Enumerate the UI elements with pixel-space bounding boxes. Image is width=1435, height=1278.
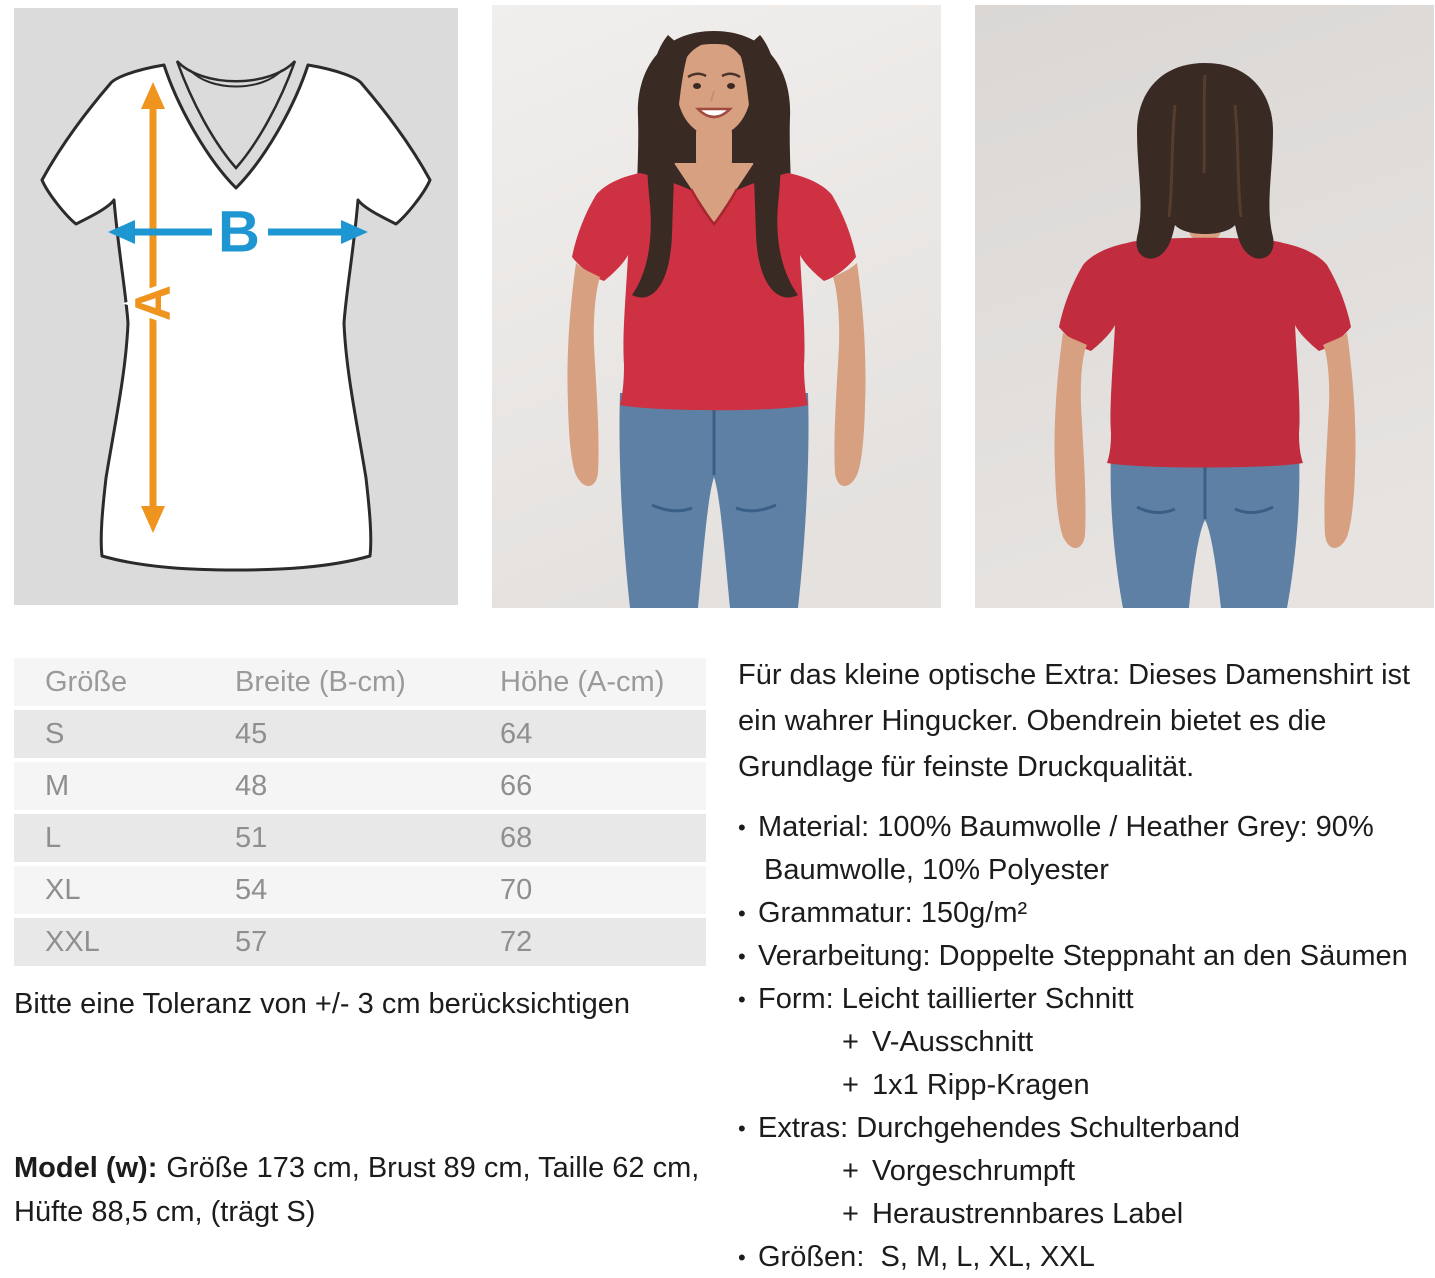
size-cell: 68 [469,814,706,862]
model-info-text: Größe 173 cm, Brust 89 cm, Taille 62 cm, [166,1152,700,1184]
plus-icon: + [842,1198,859,1230]
size-cell: L [14,814,204,862]
bullet-icon: • [738,1245,746,1270]
bullet-icon: • [738,987,746,1012]
description-intro [738,652,1418,790]
description-list [738,806,1418,1278]
plus-icon: + [842,1155,859,1187]
model-face [677,42,751,136]
list-item [738,935,1418,978]
bullet-icon: • [738,944,746,969]
list-item [738,892,1418,935]
list-line: Material: 100% Baumwolle / Heather Grey: 90% [758,811,1374,843]
intro-line: ein wahrer Hingucker. Obendrein bietet es die [738,705,1327,737]
size-cell: 45 [204,710,469,758]
list-item [738,1150,1418,1193]
size-cell: 54 [204,866,469,914]
size-cell: XL [14,866,204,914]
model-back-illustration [975,5,1434,608]
list-item [738,978,1418,1021]
list-line: Form: Leicht taillierter Schnitt [758,983,1134,1015]
column-header: Größe [14,658,204,706]
bullet-icon: • [738,815,746,840]
intro-line: Grundlage für feinste Druckqualität. [738,751,1195,783]
list-line: Vorgeschrumpft [872,1155,1076,1187]
list-line: V-Ausschnitt [872,1026,1034,1058]
plus-icon: + [842,1069,859,1101]
size-table [14,654,706,970]
list-item [738,1064,1418,1107]
tolerance-note: Bitte eine Toleranz von +/- 3 cm berücksichtigen [14,988,631,1020]
bullet-icon: • [738,901,746,926]
size-cell: M [14,762,204,810]
model-info-line-1 [14,1146,699,1190]
size-cell: 48 [204,762,469,810]
table-row [14,866,706,914]
size-cell: XXL [14,918,204,966]
list-item [738,1021,1418,1064]
model-info [14,1146,699,1234]
model-info-label: Model (w): [14,1152,158,1184]
size-cell: 64 [469,710,706,758]
table-row [14,762,706,810]
size-cell: 70 [469,866,706,914]
list-item [738,1236,1418,1278]
size-cell: 57 [204,918,469,966]
table-row [14,814,706,862]
table-row [14,918,706,966]
list-item [738,1107,1418,1150]
model-info-line-2: Hüfte 88,5 cm, (trägt S) [14,1196,316,1228]
size-cell: 72 [469,918,706,966]
model-photo-front [492,5,941,608]
width-arrow-label: B [218,199,260,265]
list-line: Heraustrennbares Label [872,1198,1184,1230]
list-line: Grammatur: 150g/m² [758,897,1028,929]
product-description [738,652,1418,1278]
list-line: Extras: Durchgehendes Schulterband [758,1112,1241,1144]
column-header: Breite (B-cm) [204,658,469,706]
list-line: 1x1 Ripp-Kragen [872,1069,1090,1101]
size-table-header-row [14,658,706,706]
size-cell: S [14,710,204,758]
intro-line: Für das kleine optische Extra: Dieses Damenshirt ist [738,659,1411,691]
column-header: Höhe (A-cm) [469,658,706,706]
list-line: Baumwolle, 10% Polyester [764,854,1109,886]
plus-icon: + [842,1026,859,1058]
size-diagram [14,8,458,605]
table-row [14,710,706,758]
bullet-icon: • [738,1116,746,1141]
size-diagram-panel [14,8,458,605]
list-item [738,1193,1418,1236]
height-arrow-label: A [125,284,181,322]
list-line: Verarbeitung: Doppelte Steppnaht an den Säumen [758,940,1408,972]
model-hair-back-view [1136,63,1273,259]
size-cell: 66 [469,762,706,810]
model-front-illustration [492,5,941,608]
size-cell: 51 [204,814,469,862]
list-line: Größen: S, M, L, XL, XXL [758,1241,1095,1273]
model-photo-back [975,5,1434,608]
list-item [738,806,1418,892]
